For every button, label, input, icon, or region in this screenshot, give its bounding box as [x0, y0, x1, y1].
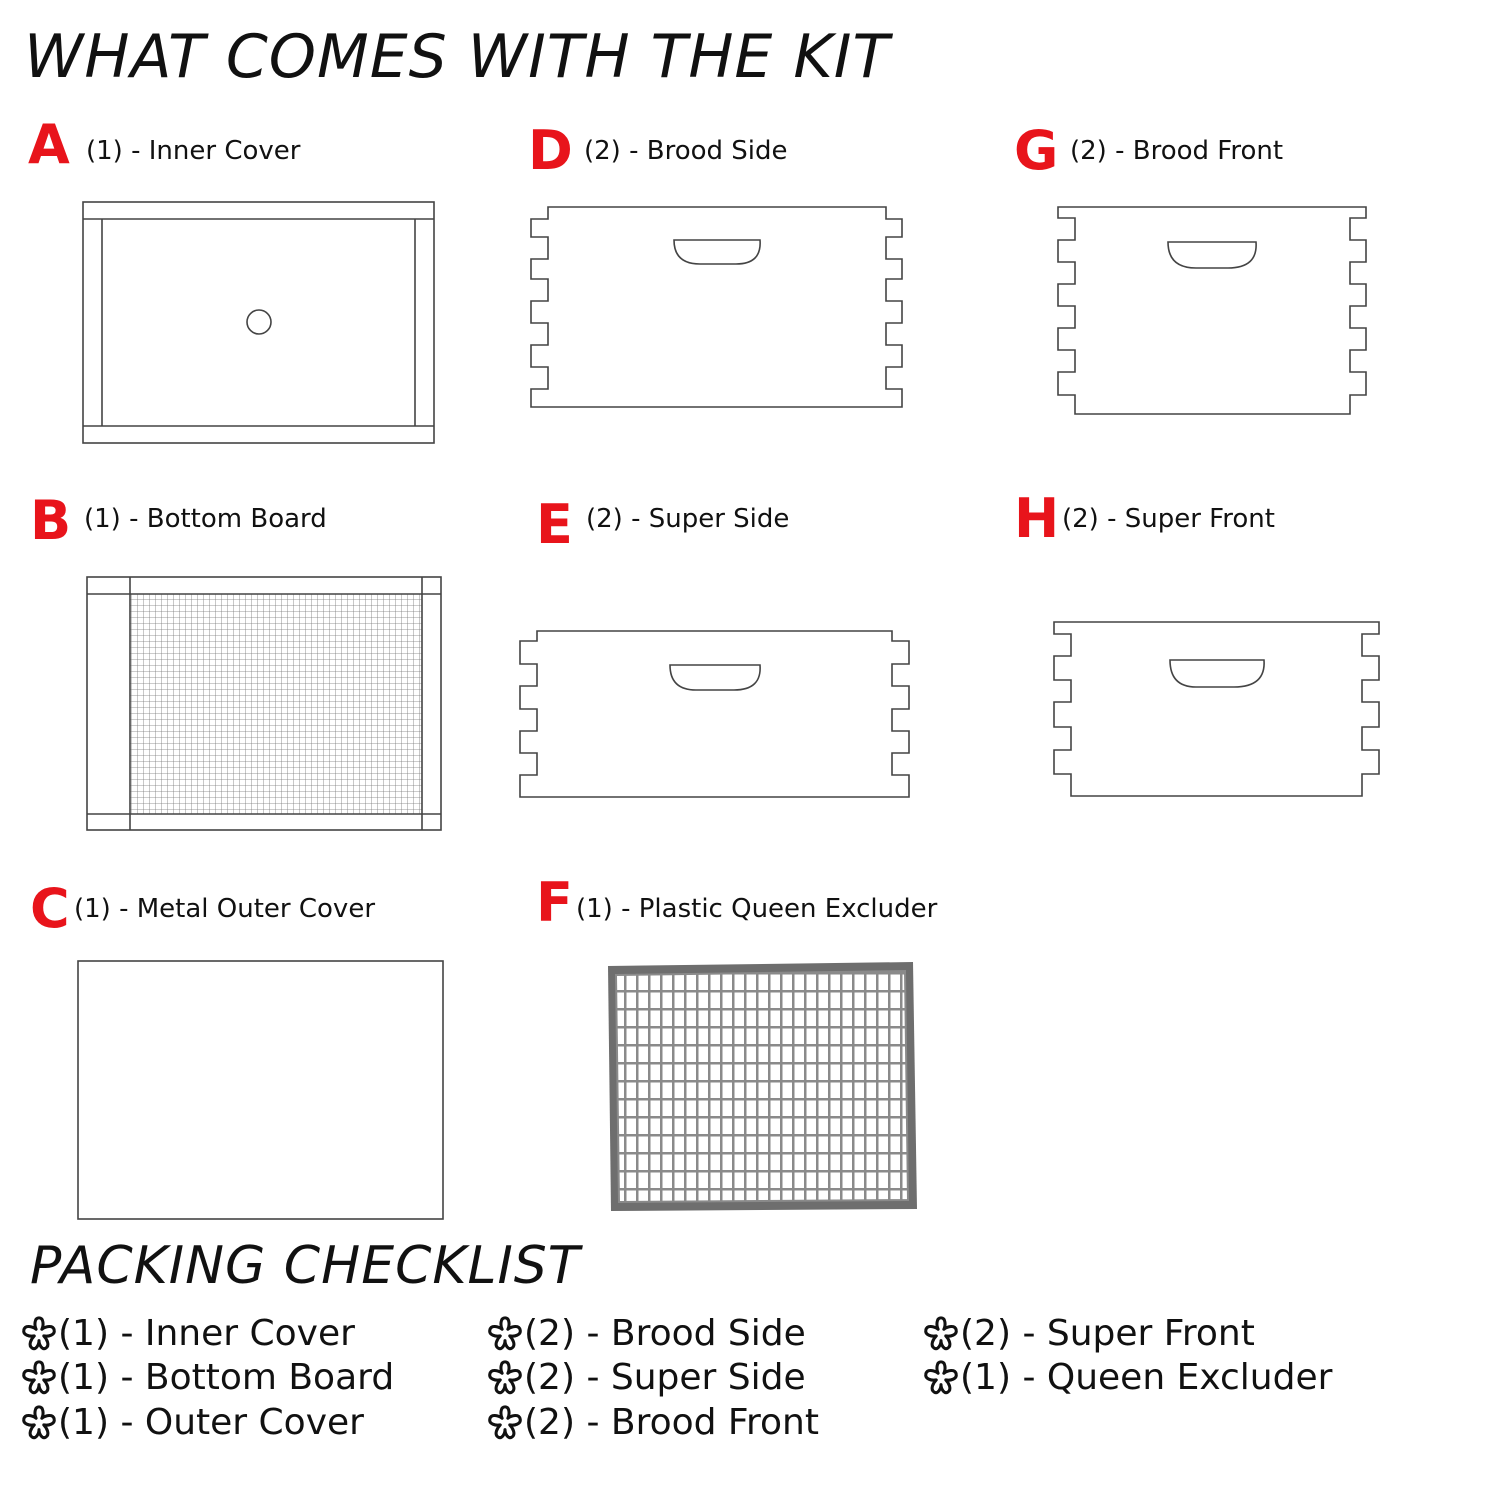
part-letter-f: F [536, 871, 573, 934]
super-front-drawing [1054, 622, 1379, 796]
star-outline-icon [922, 1358, 960, 1398]
part-label-outer-cover: (1) - Metal Outer Cover [74, 894, 376, 924]
page-title: WHAT COMES WITH THE KIT [24, 22, 891, 92]
star-outline-icon [20, 1403, 58, 1443]
checklist-title: PACKING CHECKLIST [30, 1236, 581, 1296]
part-label-queen-excluder: (1) - Plastic Queen Excluder [576, 894, 938, 924]
checklist-item [20, 1358, 394, 1398]
brood-side-drawing [531, 207, 902, 407]
checklist-item-label: (2) - Brood Side [524, 1313, 806, 1354]
part-letter-b: B [30, 489, 72, 552]
part-letter-d: D [528, 119, 573, 182]
checklist-item-label: (1) - Bottom Board [58, 1357, 395, 1398]
part-letter-h: H [1014, 487, 1060, 550]
inner-cover-drawing [83, 202, 434, 443]
star-outline-icon [20, 1314, 58, 1354]
checklist-item-label: (1) - Inner Cover [58, 1313, 355, 1354]
checklist-item [20, 1314, 355, 1354]
star-outline-icon [20, 1358, 58, 1398]
part-label-brood-side: (2) - Brood Side [584, 136, 788, 166]
checklist-item-label: (1) - Outer Cover [58, 1402, 364, 1443]
bottom-board-drawing [87, 577, 441, 830]
star-outline-icon [486, 1403, 524, 1443]
checklist-item [20, 1403, 364, 1443]
part-label-brood-front: (2) - Brood Front [1070, 136, 1284, 166]
star-outline-icon [486, 1314, 524, 1354]
checklist-item-label: (2) - Super Front [960, 1313, 1255, 1354]
queen-excluder-drawing [608, 962, 917, 1211]
part-letter-a: A [28, 113, 70, 176]
checklist-item-label: (2) - Brood Front [524, 1402, 819, 1443]
part-label-super-side: (2) - Super Side [586, 504, 790, 534]
star-outline-icon [486, 1358, 524, 1398]
part-letter-c: C [30, 877, 70, 940]
checklist-item [486, 1358, 806, 1398]
checklist-item [922, 1358, 1332, 1398]
part-label-inner-cover: (1) - Inner Cover [86, 136, 301, 166]
checklist-item [922, 1314, 1255, 1354]
checklist-item-label: (2) - Super Side [524, 1357, 806, 1398]
part-letter-g: G [1014, 119, 1059, 182]
checklist-item [486, 1314, 806, 1354]
part-letter-e: E [536, 493, 573, 556]
super-side-drawing [520, 631, 909, 797]
star-outline-icon [922, 1314, 960, 1354]
checklist-item [486, 1403, 819, 1443]
part-label-super-front: (2) - Super Front [1062, 504, 1275, 534]
brood-front-drawing [1058, 207, 1366, 414]
checklist-item-label: (1) - Queen Excluder [960, 1357, 1333, 1398]
part-label-bottom-board: (1) - Bottom Board [84, 504, 327, 534]
outer-cover-drawing [78, 961, 443, 1219]
